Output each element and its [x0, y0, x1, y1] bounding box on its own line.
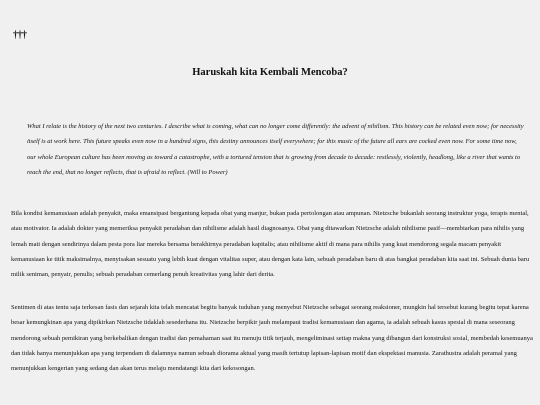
epigraph-quote: What I relate is the history of the next two centuries. I describe what is coming, what can no longer come differently: the advent of nihilism. This history can be related even now; for necessity itself is at work here. This future speaks even now in a hundred signs, this destiny announces itself everywhere; for this music of the future all ears are cocked even now. For some time now, our whole European culture has been moving as toward a catastrophe, with a tortured tension that is growing from decade to decade: restlessly, violently, headlong, like a river that wants to reach the end, that no longer reflects, that is afraid to reflect. (Will to Power)	[27, 123, 524, 176]
section-marker: †††	[13, 30, 27, 41]
document-title: Haruskah kita Kembali Mencoba?	[192, 67, 348, 78]
body-paragraph-2: Sentimen di atas tentu saja terkesan fasis dan sejarah kita telah mencatat begitu banyak tuduhan yang menyebut Nietzsche sebagai seorang reaksioner, mungkin hal tersebut kurang begitu tepat karena besar kemungkinan apa yang dipikirkan Nietzsche tidaklah sesederhana itu. Nietzsche berpikir jauh melampaui tradisi kemanusiaan dan agama, ia adalah sebuah kasus spesial di mana seseorang mendorong sebuah pemikiran yang berkebalikan dengan tradisi dan pemahaman saat itu menuju titik terjauh, mengeliminasi setiap makna yang dibangun dari konstruksi sosial, membedah kesemuanya dan tidak hanya menunjukkan apa yang terpendam di dalamnya namun sebuah diorama aktual yang masih tertutup lapisan-lapisan motif dan ekspektasi manusia. Zarathustra adalah peramal yang menunjukkan kengerian yang sedang dan akan terus melaju mendatangi kita dari kekosongan.	[11, 304, 533, 373]
body-paragraph-1: Bila kondisi kemanusiaan adalah penyakit, maka emansipasi bergantung kepada obat yang manjur, bukan pada pertolongan atau ampunan. Nietzsche bukanlah seorang instruktur yoga, terapis mental, atau motivator. Ia adalah dokter yang memeriksa penyakit peradaban dan nihilisme adalah hasil diagnosanya. Obat yang ditawarkan Nietzsche adalah nihilisme pasif—membiarkan para nihilis yang lemah mati dengan sendirinya dalam pesta pora liar mereka bersama berakhirnya peradaban kapitalis; atau nihilisme aktif di mana para nihilis yang kuat mendorong segala macam penyakit kemanusiaan ke titik maksimalnya, menyisakan sesuatu yang lebih kuat dengan vitalitas super, atau dengan kata lain, sebuah peradaban baru di atas bangkai peradaban kita saat ini. Sebuah dunia baru milik seniman, penyair, penulis; sebuah peradaban cemerlang penuh kreativitas yang lahir dari derita.	[11, 210, 530, 279]
